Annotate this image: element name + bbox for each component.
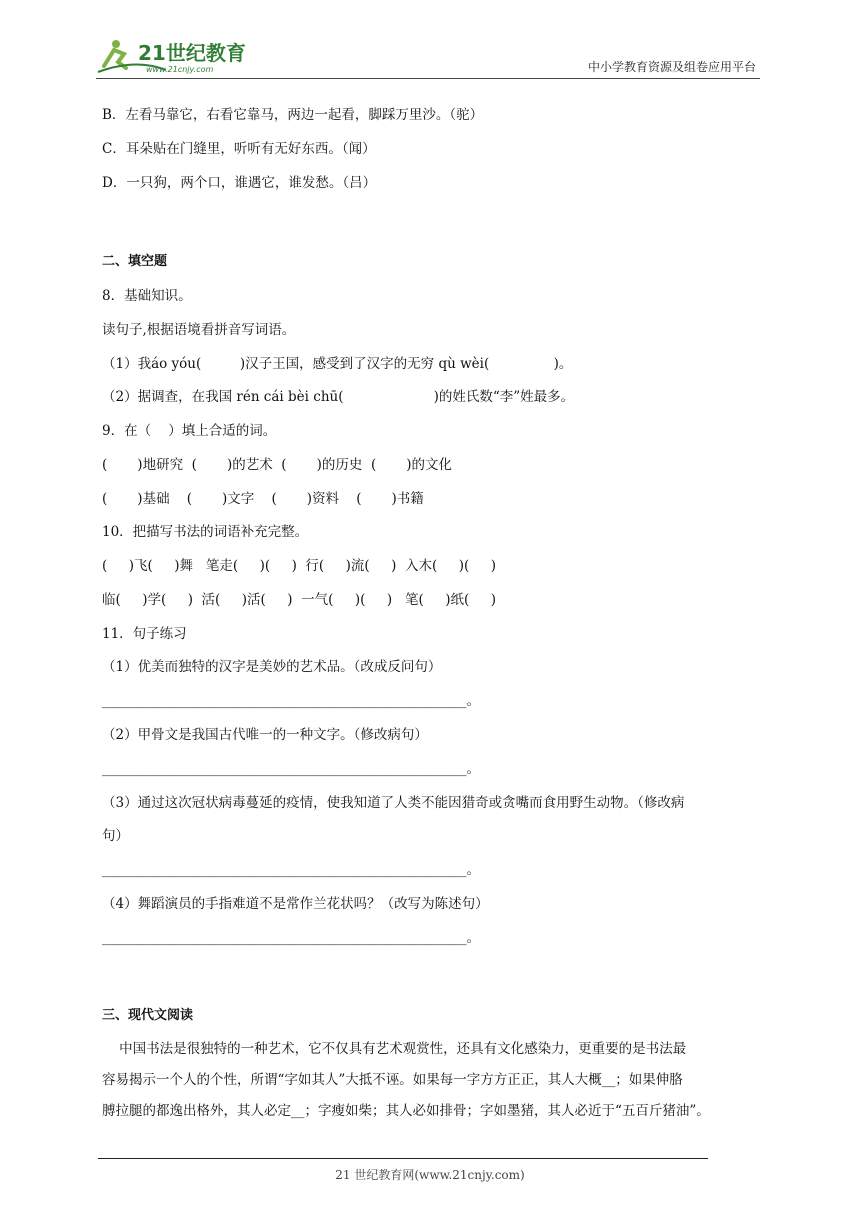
question-8-item-1: （1）我áo yóu( )汉子王国，感受到了汉字的无穷 qù wèi( )。: [102, 356, 573, 372]
reading-line-1: 中国书法是很独特的一种艺术，它不仅具有艺术观赏性，还具有文化感染力，更重要的是书法最: [102, 1041, 687, 1057]
footer-text: 21 世纪教育网(www.21cnjy.com): [335, 1168, 525, 1182]
reading-line-2: 容易揭示一个人的个性，所谓“字如其人”大抵不诬。如果每一字方方正正，其人大概__；如果伸胳: [102, 1072, 683, 1088]
answer-line-1: ______________________________________________________。: [102, 693, 480, 709]
question-10-title: 10．把描写书法的词语补充完整。: [102, 524, 309, 540]
question-10-row-2: 临( )学( ) 活( )活( ) 一气( )( ) 笔( )纸( ): [102, 592, 496, 608]
question-11-title: 11．句子练习: [102, 626, 187, 642]
question-10-row-1: ( )飞( )舞 笔走( )( ) 行( )流( ) 入木( )( ): [102, 558, 496, 574]
answer-line-2: ______________________________________________________。: [102, 761, 480, 777]
reading-passage: [102, 1034, 762, 1127]
option-d: D．一只狗，两个口，谁遇它，谁发愁。（吕）: [102, 175, 377, 191]
option-c: C．耳朵贴在门缝里，听听有无好东西。（闻）: [102, 141, 376, 157]
question-11-item-2: （2）甲骨文是我国古代唯一的一种文字。（修改病句）: [102, 727, 428, 743]
logo-21cnjy: [96, 36, 256, 78]
question-9-title: 9．在（ ）填上合适的词。: [102, 423, 277, 439]
section-heading-reading: 三、现代文阅读: [102, 1008, 194, 1023]
question-11-item-1: （1）优美而独特的汉字是美妙的艺术品。（改成反问句）: [102, 659, 442, 675]
question-11-item-3-cont: 句）: [102, 828, 129, 844]
footer-divider: [98, 1158, 708, 1159]
platform-name: 中小学教育资源及组卷应用平台: [587, 60, 756, 74]
question-8-instruction: 读句子,根据语境看拼音写词语。: [102, 322, 296, 338]
question-8-item-2: （2）据调查，在我国 rén cái bèi chū( )的姓氏数“李”姓最多。: [102, 389, 575, 405]
logo-sub-text: www.21cnjy.com: [146, 65, 214, 74]
answer-line-3: ______________________________________________________。: [102, 862, 480, 878]
question-8-title: 8．基础知识。: [102, 288, 192, 304]
question-9-row-1: ( )地研究 ( )的艺术 ( )的历史 ( )的文化: [102, 457, 453, 473]
answer-line-4: ______________________________________________________。: [102, 930, 480, 946]
option-b: B．左看马靠它，右看它靠马，两边一起看，脚踩万里沙。（驼）: [102, 107, 484, 123]
reading-line-3: 膊拉腿的都逸出格外，其人必定__；字瘦如柴；其人必如排骨；字如墨猪，其人必近于“五百斤猪油”。: [102, 1103, 710, 1119]
logo-main-text: 21世纪教育: [138, 41, 246, 65]
question-11-item-3: （3）通过这次冠状病毒蔓延的疫情，使我知道了人类不能因猎奇或贪嘴而食用野生动物。（修改病: [102, 795, 685, 811]
question-9-row-2: ( )基础 ( )文字 ( )资料 ( )书籍: [102, 491, 424, 507]
question-11-item-4: （4）舞蹈演员的手指难道不是常作兰花状吗？（改写为陈述句）: [102, 896, 489, 912]
section-heading-fill-blank: 二、填空题: [102, 254, 168, 269]
page-header: [96, 36, 760, 79]
